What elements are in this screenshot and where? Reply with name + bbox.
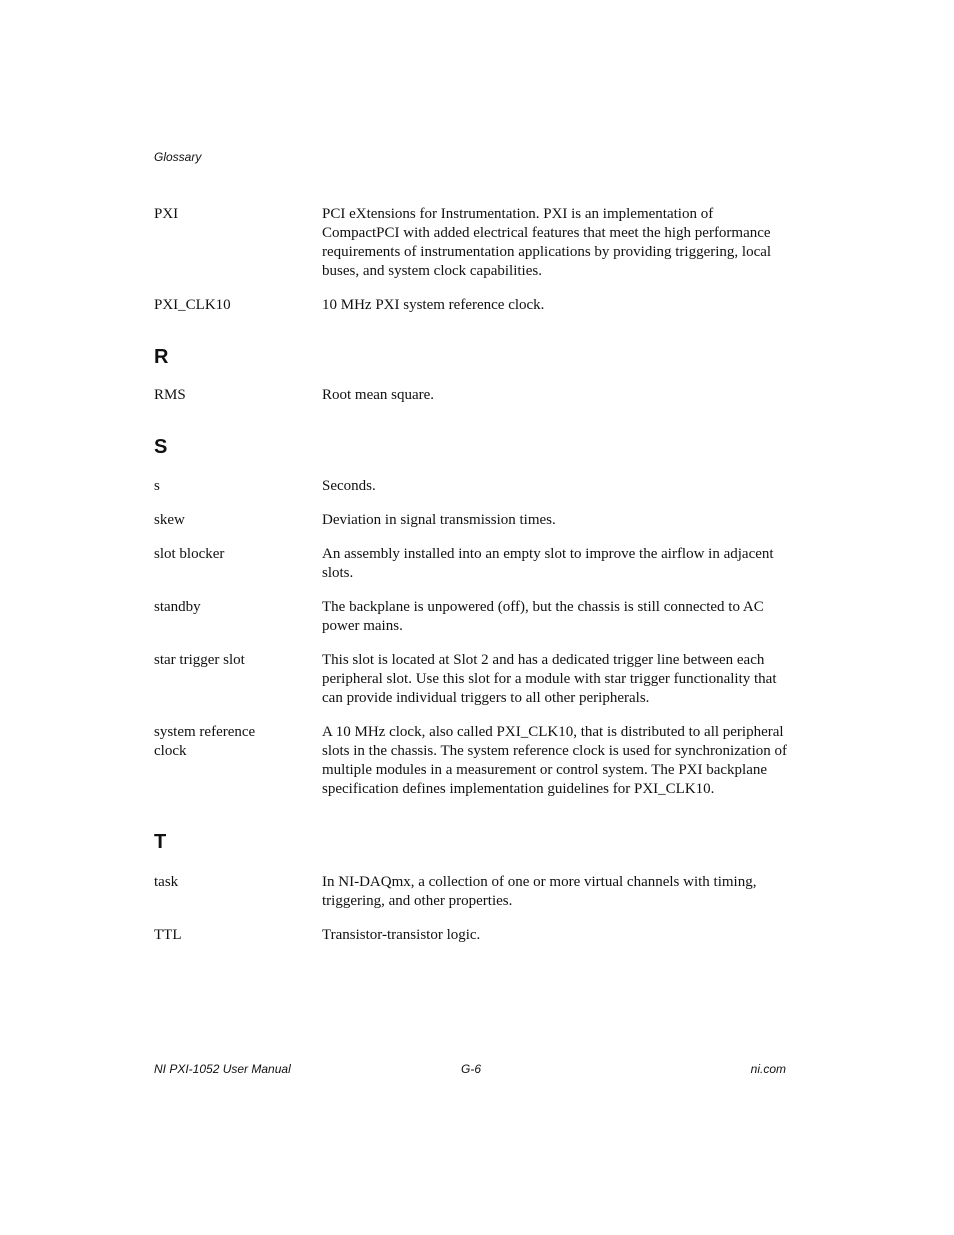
footer-page-number: G-6 [461,1062,482,1076]
glossary-term-ttl: TTL [154,927,182,943]
glossary-term-star-trigger-slot: star trigger slot [154,652,245,668]
glossary-term-pxi: PXI [154,206,179,222]
glossary-definition-slot-blocker: An assembly installed into an empty slot to improve the airflow in adjacent slots. [322,546,774,581]
glossary-definition-system-reference-clock: A 10 MHz clock, also called PXI_CLK10, that is distributed to all peripheral slots in the chassis. The system reference clock is used for synchronization of multiple modules in a measurement or control system. The PXI backplane specification defines implementation guidelines for PXI_CLK10. [322,724,788,797]
glossary-definition-skew: Deviation in signal transmission times. [322,512,556,528]
glossary-definition-rms: Root mean square. [322,387,435,403]
section-letter-t: T [154,831,167,853]
footer-manual-title: NI PXI-1052 User Manual [154,1062,291,1076]
glossary-definition-ttl: Transistor-transistor logic. [322,927,481,943]
glossary-term-rms: RMS [154,387,186,403]
glossary-definition-task: In NI-DAQmx, a collection of one or more virtual channels with timing, triggering, and other properties. [322,874,757,909]
glossary-term-pxi-clk10: PXI_CLK10 [154,297,231,313]
section-letter-s: S [154,436,168,458]
footer-website: ni.com [750,1062,786,1076]
glossary-definition-standby: The backplane is unpowered (off), but the chassis is still connected to AC power mains. [322,599,764,634]
glossary-definition-s: Seconds. [322,478,376,494]
glossary-definition-pxi-clk10: 10 MHz PXI system reference clock. [322,297,545,313]
section-letter-r: R [154,346,169,368]
glossary-definition-pxi: PCI eXtensions for Instrumentation. PXI is an implementation of CompactPCI with added electrical features that meet the high performance requirements of instrumentation applications by providing triggering, local buses, and system clock capabilities. [322,206,772,279]
glossary-term-slot-blocker: slot blocker [154,546,225,562]
glossary-definition-star-trigger-slot: This slot is located at Slot 2 and has a dedicated trigger line between each peripheral slot. Use this slot for a module with star trigger functionality that can provide individual triggers to all other peripherals. [322,652,777,706]
glossary-term-standby: standby [154,599,201,615]
glossary-term-task: task [154,874,179,890]
running-header: Glossary [154,150,202,164]
glossary-term-s: s [154,478,160,494]
glossary-term-system-reference-clock: system reference clock [154,724,256,759]
glossary-term-skew: skew [154,512,185,528]
